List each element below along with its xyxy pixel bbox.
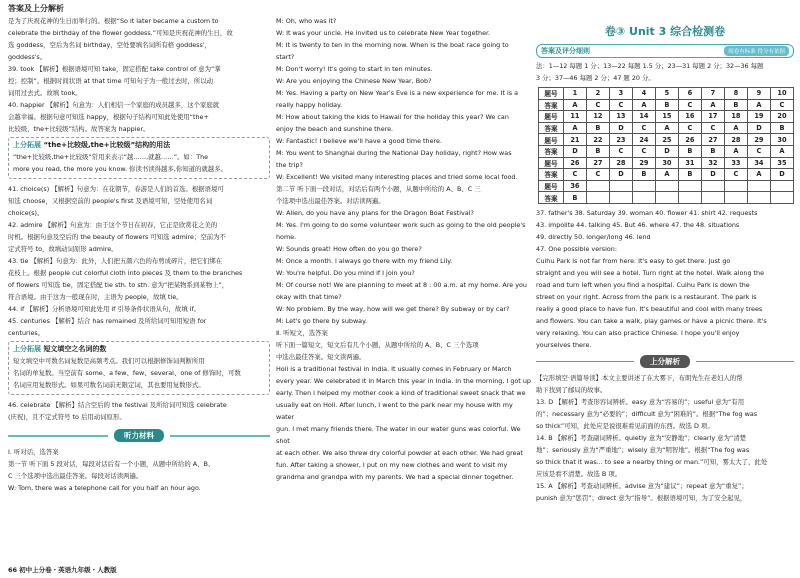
answer-table-cell: A	[770, 145, 793, 157]
answer-table-cell: 35	[770, 157, 793, 169]
listening-transcript	[276, 15, 532, 483]
section-band-label: 上分解析	[640, 355, 690, 368]
transcript-line: gun. I met many friends there. The water in our water guns was colorful. We shot	[276, 425, 521, 445]
answer-table-cell: 13	[609, 111, 632, 123]
section-band-label: 听力材料	[114, 429, 164, 442]
answer-41	[8, 183, 270, 219]
transcript-line: W: Fantastic! I believe we'll have a good time there.	[276, 137, 442, 145]
answer-table-row	[539, 169, 794, 181]
text-line: goddess's。	[8, 53, 47, 61]
extension-body	[13, 355, 265, 391]
extension-tag: 上分拓展	[13, 345, 41, 353]
answer-table-cell: 32	[701, 157, 724, 169]
answer-45	[8, 315, 270, 339]
answer-table-row	[539, 180, 794, 192]
extension-heading	[13, 140, 265, 151]
answer-line: centuries。	[8, 329, 45, 337]
answer-table-header-cell: 答案	[539, 145, 564, 157]
answer-table-cell: C	[678, 122, 701, 134]
answer-table-cell: 29	[632, 157, 655, 169]
answer-table-cell: 28	[609, 157, 632, 169]
answer-table-cell: 9	[747, 88, 770, 100]
transcript-line: W: You're helpful. Do you mind if I join you?	[276, 269, 415, 277]
answer-table-cell: 22	[586, 134, 609, 146]
answer-table-cell: 2	[586, 88, 609, 100]
answer-table-cell: 27	[586, 157, 609, 169]
answer-table-cell: 24	[632, 134, 655, 146]
explanation-line: 的”；necessary 意为“必要的”；difficult 意为“困难的”。根据“The fog was	[536, 409, 758, 418]
explanation-line: 地”；seriously 意为“严重地”；wisely 意为“明智地”。根据“The fog was	[536, 445, 750, 454]
answer-table-cell: 5	[655, 88, 678, 100]
answer-table-cell	[747, 180, 770, 192]
extension-box-comparative	[8, 137, 270, 179]
answer-table-cell	[770, 180, 793, 192]
explanation-line: 【完形填空·语篇导读】本文主要讲述了在大雾下，布朗先生在老妇人的帮	[536, 373, 743, 382]
writing-line: 37. father's 38. Saturday 39. woman 40. flower 41. shirt 42. requests	[536, 208, 758, 217]
listening-section	[8, 446, 270, 494]
answer-table-cell: B	[655, 99, 678, 111]
writing-line: 49. directly 50. longer/long 46. lend	[536, 232, 651, 241]
answer-line: 知选 choose，又根据空前的 people's first 及语境可知，空处使用名词	[8, 197, 213, 205]
explanation-line: 应该是看不清楚。故选 B 项。	[536, 469, 622, 478]
answer-table-cell	[701, 180, 724, 192]
text-line: 选 goddess，空后为名词 birthday，空处要填名词所有格 goddess'，	[8, 41, 211, 49]
answer-table-cell: A	[655, 169, 678, 181]
answer-table-cell: 34	[747, 157, 770, 169]
answer-table-cell: 27	[701, 134, 724, 146]
transcript-line: grandma and grandpa with my parents. We had a special dinner together.	[276, 473, 514, 481]
answer-line: 词用过去式。故填 took。	[8, 89, 82, 97]
column-right	[536, 0, 794, 578]
answer-table	[538, 87, 794, 204]
transcript-line: the trip?	[276, 161, 303, 169]
text-line: celebrate the birthday of the flower goddess.”可知是庆祝花神的生日，故	[8, 29, 233, 37]
answer-table-header-cell: 答案	[539, 99, 564, 111]
answer-table-cell: C	[701, 122, 724, 134]
listening-line: C 三个选项中选出最佳答案。每段对话读两遍。	[8, 472, 143, 480]
text-line: 是为了庆祝花神的生日而举行的。根据“So it later became a custom to	[8, 17, 219, 25]
transcript-line: 中选出最佳答案。短文读两遍。	[276, 353, 366, 361]
answer-line: 符合语境。由于这为一般现在时，主语为 people，故填 tie。	[8, 293, 183, 301]
answer-table-cell	[586, 192, 609, 204]
extension-title: “the+比较级,the+比较级”结构的用法	[43, 141, 171, 149]
answer-table-cell: D	[747, 122, 770, 134]
answer-table-cell	[609, 192, 632, 204]
test-title: 卷③ Unit 3 综合检测卷	[604, 25, 726, 38]
answer-table-cell: B	[586, 122, 609, 134]
explanations	[536, 372, 794, 504]
answer-table-cell: B	[770, 122, 793, 134]
transcript-line: 听下面一篇短文，短文后有几个小题，从题中所给的 A、B、C 三个选项	[276, 341, 479, 349]
transcript-line: M: Oh, who was it?	[276, 17, 337, 25]
writing-line: Cuihu Park is not far from here. It's easy to get there. Just go	[536, 256, 731, 265]
listening-line: W: Tom, there was a telephone call for you half an hour ago.	[8, 484, 201, 492]
answer-table-cell: D	[563, 145, 586, 157]
answer-table-cell: A	[563, 99, 586, 111]
transcript-line: home.	[276, 233, 297, 241]
answer-table-cell: 16	[678, 111, 701, 123]
answer-table-cell: C	[586, 99, 609, 111]
answer-table-row	[539, 145, 794, 157]
transcript-line: 个选项中选出最佳答案。对话读两遍。	[276, 197, 385, 205]
answer-table-cell: A	[701, 99, 724, 111]
transcript-line: usually eat on Holi. After lunch, I went to the park near my house with my water	[276, 401, 513, 421]
writing-line: road and turn left when you find a hospital. Cuihu Park is down the	[536, 280, 750, 289]
scoring-line: 3 分；37—46 每题 2 分；47 题 20 分。	[536, 74, 655, 82]
answer-table-cell: 20	[770, 111, 793, 123]
answer-table-cell: D	[609, 122, 632, 134]
answer-table-row	[539, 134, 794, 146]
transcript-line: M: Let's go there by subway.	[276, 317, 367, 325]
passage-intro	[8, 15, 270, 63]
answer-table-cell	[770, 192, 793, 204]
answer-line: 43. tie 【解析】句意为：此外，人们把五颜六色的布剪成碎片，把它们绑在	[8, 257, 223, 265]
transcript-line: start?	[276, 53, 295, 61]
section-band-analysis	[536, 355, 794, 369]
answer-table-cell: D	[655, 145, 678, 157]
extension-tag: 上分拓展	[13, 141, 41, 149]
explanation-line: so thick”可知，此处应是说很难看见前面的东西。故选 D 项。	[536, 421, 714, 430]
transcript-line: M: You went to Shanghai during the National Day holiday, right? How was	[276, 149, 512, 157]
answer-table-cell	[609, 180, 632, 192]
transcript-line: every year. We celebrated it in March this year in India. In the morning, I got up	[276, 377, 531, 385]
answer-table-cell: B	[586, 145, 609, 157]
transcript-line: M: Yes. Having a party on New Year's Eve is a new experience for me. It is a	[276, 89, 519, 97]
answer-table-header-cell: 题号	[539, 88, 564, 100]
explanation-line: punish 意为“惩罚”；direct 意为“指导”。根据语境可知，为了安全起见，	[536, 493, 747, 502]
answer-line: 45. centuries 【解析】结合 has remained 及所给词可知用短语 for	[8, 317, 207, 325]
answer-table-cell: 10	[770, 88, 793, 100]
answer-line: choice(s)。	[8, 209, 44, 217]
transcript-line: really happy holiday.	[276, 101, 342, 109]
transcript-line: W: Excellent! We visited many interesting places and tried some local food.	[276, 173, 518, 181]
answer-table-cell: 30	[655, 157, 678, 169]
explanation-line: 14. B 【解析】考查副词辨析。quietly 意为“安静地”；clearly 意为“清楚	[536, 433, 747, 442]
answer-40	[8, 99, 270, 135]
answer-table-cell	[586, 180, 609, 192]
answer-line: 41. choice(s) 【解析】句意为：在花朝节，春游是人们的首选。根据语境可	[8, 185, 224, 193]
scoring-line: 法：1—12 每题 1 分；13—22 每题 1.5 分；23—31 每题 2 分；32—36 每题	[536, 62, 764, 70]
extension-box-nouns	[8, 341, 270, 395]
answer-table-cell	[678, 192, 701, 204]
transcript-line: M: Once a month. I always go there with my friend Lily.	[276, 257, 453, 265]
extension-line: 短文填空中可数名词复数是高频考点。我们可以根据修饰词判断所用	[13, 357, 205, 365]
answer-table-cell: 12	[586, 111, 609, 123]
answer-line: 比较级，the+比较级”结构。故答案为 happier。	[8, 125, 150, 133]
writing-line: yourselves there.	[536, 340, 592, 349]
answer-rules-label: 答案及评分细则	[541, 47, 590, 55]
transcript-line: M: How about taking the kids to Hawaii for the holiday this year? We can	[276, 113, 509, 121]
answer-table-cell: 4	[632, 88, 655, 100]
answer-table-cell: A	[655, 122, 678, 134]
answer-line: 时机。根据句意及空后的 the beauty of flowers 可知选 admire；空前为不	[8, 233, 226, 241]
answer-table-cell: B	[724, 99, 747, 111]
footer-title: 初中上分卷・英语九年级・人教版	[19, 566, 117, 574]
answer-table-cell	[632, 180, 655, 192]
page-number: 66	[8, 566, 18, 574]
answer-table-cell: 33	[724, 157, 747, 169]
writing-line: and flowers. You can take a walk, play games or have a picnic there. It's	[536, 316, 767, 325]
answer-table-cell: B	[563, 192, 586, 204]
answer-table-header-cell: 题号	[539, 111, 564, 123]
answer-39	[8, 63, 270, 99]
extension-title: 短文填空之名词的数	[43, 345, 107, 353]
answer-table-cell: C	[609, 99, 632, 111]
transcript-line: M: It is twenty to ten in the morning now. When is the boat race going to	[276, 41, 509, 49]
explanation-line: 助下找到了邮局的故事。	[536, 385, 607, 394]
answer-line: 39. took 【解析】根据语境可知 take，固定搭配 take control of 意为“掌	[8, 65, 221, 73]
answer-table-cell: A	[724, 145, 747, 157]
answer-line: (庆祝)，且不定式符号 to 后用动词原形。	[8, 413, 126, 421]
transcript-line: okay with that time?	[276, 293, 342, 301]
answer-table-cell: A	[747, 99, 770, 111]
listening-line: 第一节 听下面 5 段对话，每段对话后有一个小题，从题中所给的 A、B、	[8, 460, 215, 468]
answer-table-cell: 1	[563, 88, 586, 100]
answer-table-cell: 29	[747, 134, 770, 146]
answer-table-cell	[655, 180, 678, 192]
transcript-line: Ⅱ. 听短文，选答案	[276, 329, 328, 337]
answer-table-cell: 28	[724, 134, 747, 146]
answer-table-cell	[678, 180, 701, 192]
transcript-line: M: Of course not! We are planning to meet at 8 : 00 a.m. at my home. Are you	[276, 281, 527, 289]
answer-table-cell: 30	[770, 134, 793, 146]
answer-table-cell: 21	[563, 134, 586, 146]
transcript-line: fun. After taking a shower, I put on my new clothes and went to visit my	[276, 461, 508, 469]
answer-table-cell: 26	[563, 157, 586, 169]
scoring-rules	[536, 60, 794, 84]
answer-table-cell: 26	[678, 134, 701, 146]
answer-table-cell: C	[747, 145, 770, 157]
answer-table-row	[539, 122, 794, 134]
answer-table-cell: B	[678, 169, 701, 181]
extension-heading	[13, 344, 265, 355]
section-band-listening	[8, 429, 270, 442]
answer-table-cell: 8	[724, 88, 747, 100]
writing-line: straight and you will see a hotel. Turn right at the hotel. Walk along the	[536, 268, 765, 277]
extension-body	[13, 151, 265, 175]
answer-line: 会越幸福。根据句意可知选 happy，根据句子结构可知此处使用“the+	[8, 113, 209, 121]
answer-table-header-cell: 题号	[539, 134, 564, 146]
answer-44	[8, 303, 270, 315]
answer-46	[8, 399, 270, 423]
listening-line: Ⅰ. 听对话，选答案	[8, 448, 59, 456]
answer-42	[8, 219, 270, 255]
answer-table-cell: C	[563, 169, 586, 181]
extension-line: 名词应用复数形式。如果可数名词前无限定词，其也要用复数形式。	[13, 381, 205, 389]
answer-line: 40. happier 【解析】句意为：人们相信一个家庭的成员越多，这个家庭就	[8, 101, 220, 109]
answer-table-cell: C	[678, 99, 701, 111]
transcript-line: M: Don't worry! It's going to start in ten minutes.	[276, 65, 433, 73]
transcript-line: enjoy the beach and sunshine there.	[276, 125, 394, 133]
answer-line: 44. if 【解析】分析语境可知此处用 if 引导条件状语从句，故填 if。	[8, 305, 201, 313]
explanation-line: 15. A 【解析】考查动词辨析。advise 意为“建议”；repeat 意为“重复”；	[536, 481, 748, 490]
answer-table-cell: A	[724, 122, 747, 134]
answer-rules-bar	[536, 44, 794, 58]
answer-table-cell: B	[632, 169, 655, 181]
answer-43	[8, 255, 270, 303]
transcript-line: early. Then I helped my mother cook a kind of traditional sweet snack that we	[276, 389, 526, 397]
answer-table-row	[539, 99, 794, 111]
answer-table-cell: A	[632, 99, 655, 111]
answer-line: 42. admire 【解析】句意为：由于这个节日在初春，它正是欣赏花之美的	[8, 221, 218, 229]
answer-table-cell: C	[632, 145, 655, 157]
answer-table-cell: C	[609, 145, 632, 157]
answer-rules-tag: 阅卷有标准 得分有依据	[724, 46, 789, 56]
column-middle	[276, 0, 532, 578]
answer-table-header-cell: 题号	[539, 180, 564, 192]
writing-line: 47. One possible version:	[536, 244, 617, 253]
answer-table-cell: 6	[678, 88, 701, 100]
answer-table-cell: 15	[655, 111, 678, 123]
answer-table-cell: 7	[701, 88, 724, 100]
writing-line: 43. impolite 44. talking 45. But 46. where 47. the 48. situations	[536, 220, 740, 229]
transcript-line: W: Are you enjoying the Chinese New Year, Bob?	[276, 77, 432, 85]
page-header: 答案及上分解析	[8, 4, 64, 13]
transcript-line: W: It was your uncle. He invited us to celebrate New Year together.	[276, 29, 491, 37]
transcript-line: 第二节 听下面一段对话，对话后有两个小题，从题中所给的 A、B、C 三	[276, 185, 481, 193]
answer-table-cell: 3	[609, 88, 632, 100]
answer-table-cell: 18	[724, 111, 747, 123]
explanation-line: 13. D 【解析】考查形容词辨析。easy 意为“容易的”；useful 意为“有用	[536, 397, 745, 406]
answer-line: 定式符号 to，故填动词原形 admire。	[8, 245, 118, 253]
answer-table-header-cell: 答案	[539, 192, 564, 204]
answer-table-cell: D	[770, 169, 793, 181]
answer-line: 花枝上。根据 people cut colorful cloth into pieces 及 them to the branches	[8, 269, 243, 277]
answer-line: of flowers 可知选 tie，固定搭配 tie sth. to sth. 意为“把某物系到某物上”，	[8, 281, 229, 289]
transcript-line: M: Yes. I'm going to do some volunteer work such as going to the old people's	[276, 221, 526, 229]
answer-table-cell: B	[678, 145, 701, 157]
answer-table-cell	[632, 192, 655, 204]
extension-line: 名词的单复数。当空前有 some、a few、few、several、one of 修饰时，可数	[13, 369, 241, 377]
answer-table-cell	[724, 180, 747, 192]
answer-table-cell: 19	[747, 111, 770, 123]
answer-table-cell	[724, 192, 747, 204]
answer-line: 46. celebrate 【解析】结合空后的 the festival 及所给词可知选 celebrate	[8, 401, 227, 409]
answer-table-row	[539, 157, 794, 169]
explanation-line: so thick that it was... to see a nearby thing or man.”可知，雾太大了，此处	[536, 457, 768, 466]
answer-table-cell: 36	[563, 180, 586, 192]
answer-table-header-cell: 答案	[539, 169, 564, 181]
answer-table-cell: C	[770, 99, 793, 111]
writing-answers	[536, 207, 794, 351]
answer-table-cell: 25	[655, 134, 678, 146]
answer-table-cell: 31	[678, 157, 701, 169]
column-left	[8, 0, 270, 578]
answer-table-cell: C	[586, 169, 609, 181]
answer-table-cell: D	[701, 169, 724, 181]
answer-table-row	[539, 192, 794, 204]
extension-line: “the+比较级,the+比较级”常用来表示“越……,就越……”。如：The	[13, 153, 209, 161]
answer-table-cell: C	[632, 122, 655, 134]
answer-table-cell: 11	[563, 111, 586, 123]
page-footer	[8, 565, 117, 574]
answer-table-cell: 23	[609, 134, 632, 146]
writing-line: really a good place to have fun. It's beautiful and cool with many trees	[536, 304, 763, 313]
transcript-line: at each other. We also threw dry colorful powder at each other. We had great	[276, 449, 523, 457]
answer-table-cell: A	[563, 122, 586, 134]
transcript-line: W: Sounds great! How often do you go there?	[276, 245, 422, 253]
answer-table-header-cell: 题号	[539, 157, 564, 169]
answer-table-cell: B	[701, 145, 724, 157]
answer-table-cell: D	[609, 169, 632, 181]
answer-table-cell	[747, 192, 770, 204]
answer-table-cell: 14	[632, 111, 655, 123]
transcript-line: W: No problem. By the way, how will we get there? By subway or by car?	[276, 305, 510, 313]
answer-line: 控；控制”。根据时间状语 at that time 可知句子为一般过去时，所以动	[8, 77, 214, 85]
answer-table-row	[539, 88, 794, 100]
writing-line: street on your right. Across from the park is a restaurant. The park is	[536, 292, 757, 301]
answer-table-cell	[655, 192, 678, 204]
writing-line: very relaxing. You can also practice Chinese. I hope you'll enjoy	[536, 328, 740, 337]
transcript-line: Holi is a traditional festival in India. It usually comes in February or March	[276, 365, 512, 373]
answer-table-cell: 17	[701, 111, 724, 123]
transcript-line: W: Allen, do you have any plans for the Dragon Boat Festival?	[276, 209, 474, 217]
answer-table-header-cell: 答案	[539, 122, 564, 134]
answer-table-cell: C	[724, 169, 747, 181]
answer-table-cell: A	[747, 169, 770, 181]
answer-table-cell	[701, 192, 724, 204]
answer-table-row	[539, 111, 794, 123]
extension-line: more you read, the more you know. 你读书读得越多,你知道的就越多。	[13, 165, 227, 173]
